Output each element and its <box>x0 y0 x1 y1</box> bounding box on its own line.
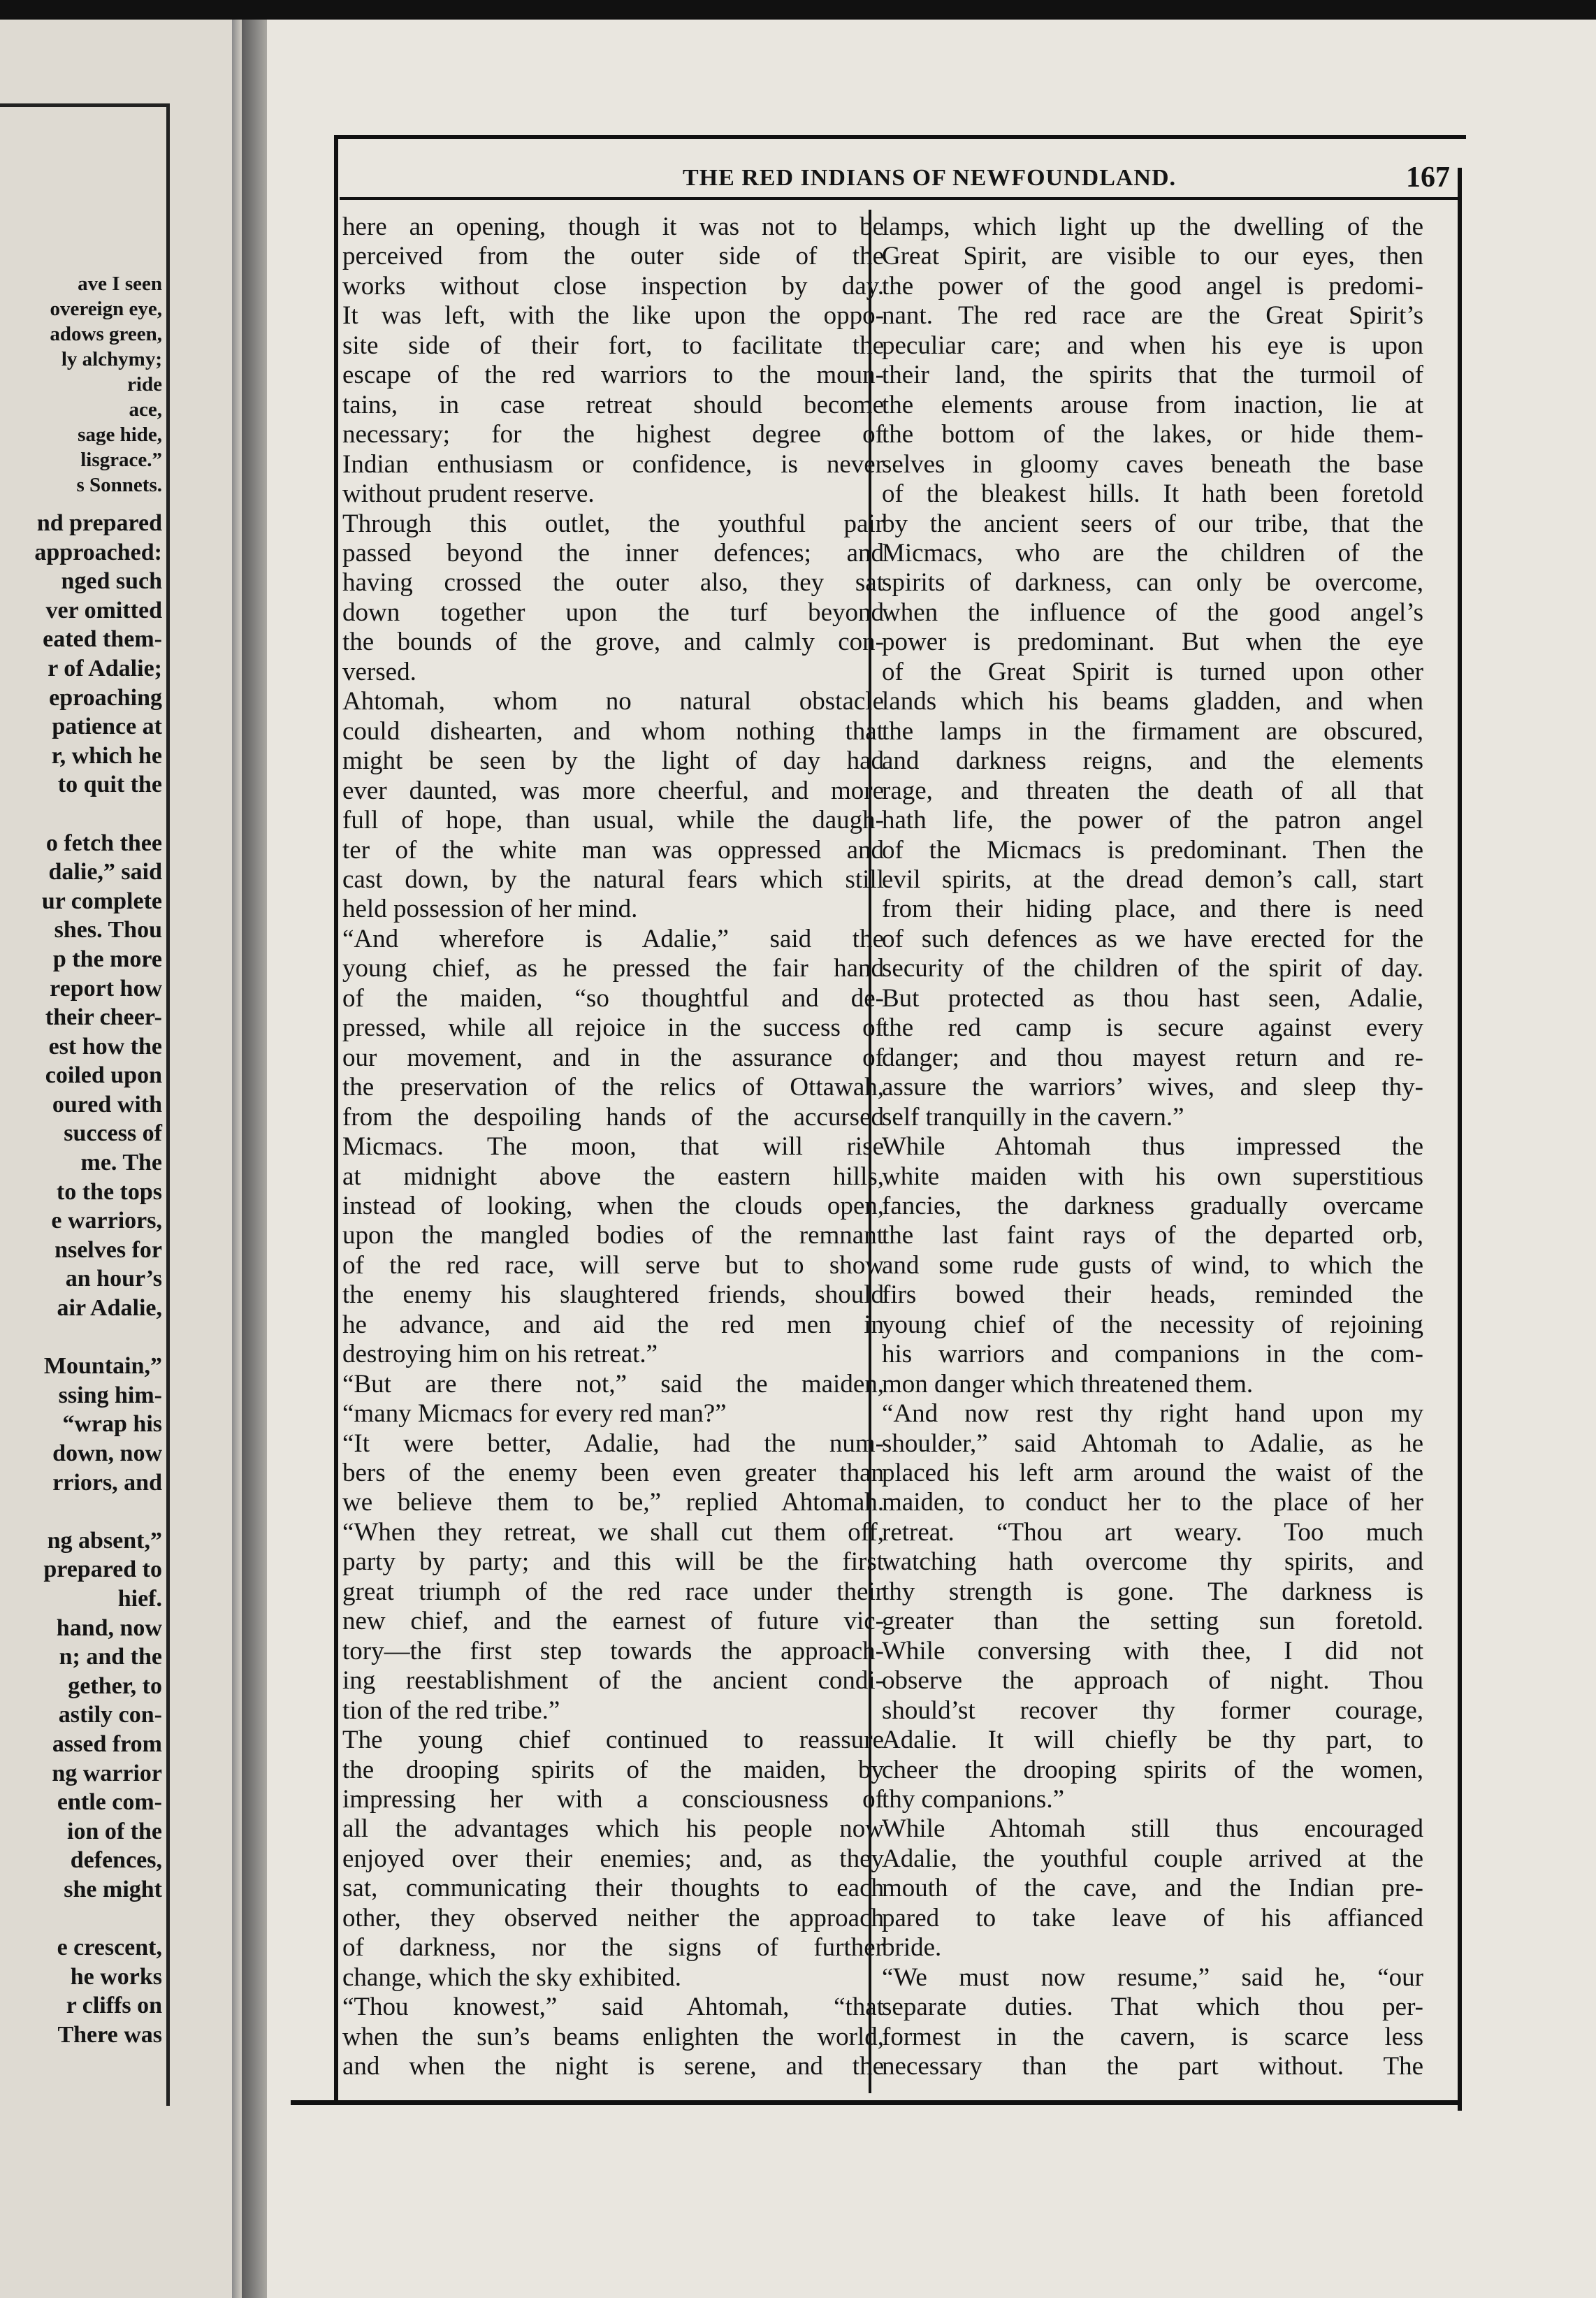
fragment-line: ride <box>127 373 162 396</box>
text-line: placed his left arm around the waist of the <box>882 1459 1423 1488</box>
fragment-line <box>0 1323 162 1352</box>
text-line: the drooping spirits of the maiden, by <box>342 1755 884 1784</box>
text-line: of the bleakest hills. It hath been foretold <box>882 479 1423 509</box>
text-line: It was left, with the like upon the oppo- <box>342 301 884 331</box>
fragment-line: There was <box>57 2021 162 2048</box>
text-line: new chief, and the earnest of future vic- <box>342 1607 884 1636</box>
text-line: when the influence of the good angel’s <box>882 598 1423 627</box>
fragment-line: defences, <box>70 1847 162 1874</box>
fragment-line <box>0 800 162 829</box>
facing-page <box>0 20 242 2298</box>
text-line: spirits of darkness, can only be overcome, <box>882 568 1423 598</box>
fragment-line: to the tops <box>56 1178 162 1205</box>
text-line: “And wherefore is Adalie,” said the <box>342 924 884 953</box>
text-line: held possession of her mind. <box>342 895 638 924</box>
fragment-line: s Sonnets. <box>76 474 162 496</box>
text-line: and when the night is serene, and the <box>342 2052 884 2081</box>
text-line: “And now rest thy right hand upon my <box>882 1399 1423 1429</box>
text-line: their land, the spirits that the turmoil of <box>882 361 1423 390</box>
page-frame-right <box>1458 168 1462 2111</box>
text-line: without prudent reserve. <box>342 479 595 509</box>
text-line: other, they observed neither the approach <box>342 1903 884 1932</box>
text-line: “many Micmacs for every red man?” <box>342 1399 727 1429</box>
facing-page-fragments <box>0 509 162 2049</box>
fragment-line <box>0 1497 162 1526</box>
text-line: “But are there not,” said the maiden, <box>342 1369 884 1399</box>
fragment-line: nged such <box>61 568 162 595</box>
text-line: bers of the enemy been even greater than <box>342 1459 884 1488</box>
fragment-line: down, now <box>52 1440 162 1466</box>
text-line: peculiar care; and when his eye is upon <box>882 331 1423 360</box>
text-line: fancies, the darkness gradually overcame <box>882 1191 1423 1220</box>
text-line: formest in the cavern, is scarce less <box>882 2022 1423 2051</box>
text-line: works without close inspection by day. <box>342 271 884 301</box>
text-line: rage, and threaten the death of all that <box>882 776 1423 805</box>
text-line: the red camp is secure against every <box>882 1013 1423 1043</box>
text-line: mouth of the cave, and the Indian pre- <box>882 1874 1423 1903</box>
fragment-line: ver omitted <box>45 597 162 623</box>
fragment-line: overeign eye, <box>50 298 162 320</box>
text-line: pressed, while all rejoice in the success of <box>342 1013 884 1043</box>
text-line: having crossed the outer also, they sat <box>342 568 884 598</box>
text-line: Adalie. It will chiefly be thy part, to <box>882 1726 1423 1755</box>
text-line: sat, communicating their thoughts to each <box>342 1874 884 1903</box>
fragment-line: he works <box>70 1963 162 1990</box>
fragment-line: eated them- <box>43 626 162 653</box>
text-line: enjoyed over their enemies; and, as they <box>342 1844 884 1873</box>
fragment-line <box>0 1905 162 1934</box>
fragment-line: gether, to <box>68 1672 162 1699</box>
text-line: his warriors and companions in the com- <box>882 1340 1423 1369</box>
text-line: Micmacs. The moon, that will rise <box>342 1132 884 1162</box>
fragment-line: ng warrior <box>52 1760 162 1786</box>
running-head: THE RED INDIANS OF NEWFOUNDLAND. <box>682 165 1177 191</box>
text-line: necessary; for the highest degree of <box>342 420 884 449</box>
text-line: tion of the red tribe.” <box>342 1696 560 1725</box>
fragment-line: report how <box>50 975 162 1002</box>
text-line: tory—the first step towards the approach- <box>342 1636 884 1665</box>
fragment-line: to quit the <box>57 772 162 798</box>
text-line: of the red race, will serve but to show <box>342 1250 884 1280</box>
text-line: “It were better, Adalie, had the num- <box>342 1429 884 1458</box>
facing-page-fragments-top <box>0 271 162 498</box>
page-frame-top <box>334 135 1466 139</box>
text-line: impressing her with a consciousness of <box>342 1785 884 1814</box>
fragment-line: shes. Thou <box>54 917 162 944</box>
text-line: Adalie, the youthful couple arrived at the <box>882 1844 1423 1873</box>
text-line: “When they retreat, we shall cut them off, <box>342 1517 884 1547</box>
text-line: at midnight above the eastern hills, <box>342 1162 884 1191</box>
fragment-line: eproaching <box>49 684 162 711</box>
page-frame-bottom <box>291 2100 1462 2105</box>
fragment-line: hief. <box>117 1585 162 1612</box>
fragment-line: success of <box>64 1120 162 1147</box>
text-line: pared to take leave of his affianced <box>882 1903 1423 1932</box>
text-line: ter of the white man was oppressed and <box>342 835 884 865</box>
text-line: our movement, and in the assurance of <box>342 1043 884 1072</box>
text-line: the lamps in the firmament are obscured, <box>882 716 1423 746</box>
fragment-line: ion of the <box>67 1818 162 1844</box>
fragment-line: assed from <box>52 1730 162 1757</box>
text-line: here an opening, though it was not to be <box>342 212 884 241</box>
fragment-line: r of Adalie; <box>48 655 162 681</box>
fragment-line: lisgrace.” <box>80 449 162 471</box>
text-line: observe the approach of night. Thou <box>882 1666 1423 1696</box>
fragment-line: their cheer- <box>45 1004 162 1031</box>
facing-page-edge <box>232 20 242 2298</box>
fragment-line: nselves for <box>55 1236 162 1263</box>
text-line: full of hope, than usual, while the daugh- <box>342 806 884 835</box>
text-line: thy companions.” <box>882 1785 1065 1814</box>
page-frame-left <box>334 135 338 2100</box>
text-line: the preservation of the relics of Ottawah, <box>342 1073 884 1102</box>
text-line: party by party; and this will be the first <box>342 1547 884 1577</box>
text-line: and some rude gusts of wind, to which the <box>882 1250 1423 1280</box>
fragment-line: me. The <box>80 1150 162 1176</box>
text-line: perceived from the outer side of the <box>342 242 884 271</box>
text-line: white maiden with his own superstitious <box>882 1162 1423 1191</box>
fragment-line: prepared to <box>43 1556 162 1583</box>
text-line: necessary than the part without. The <box>882 2052 1423 2081</box>
header-rule <box>340 197 1458 200</box>
text-line: down together upon the turf beyond <box>342 598 884 627</box>
text-line: from their hiding place, and there is need <box>882 895 1423 924</box>
fragment-line: n; and the <box>59 1644 162 1670</box>
fragment-line: air Adalie, <box>57 1295 162 1322</box>
text-line: self tranquilly in the cavern.” <box>882 1102 1184 1132</box>
text-line: young chief of the necessity of rejoining <box>882 1310 1423 1339</box>
text-line: “We must now resume,” said he, “our <box>882 1963 1423 1992</box>
text-line: ing reestablishment of the ancient condi- <box>342 1666 884 1696</box>
fragment-line: ng absent,” <box>47 1527 162 1554</box>
text-line: firs bowed their heads, reminded the <box>882 1280 1423 1310</box>
text-line: the elements arouse from inaction, lie at <box>882 390 1423 419</box>
text-line: greater than the setting sun foretold. <box>882 1607 1423 1636</box>
text-line: passed beyond the inner defences; and <box>342 538 884 568</box>
fragment-line: she might <box>64 1876 162 1902</box>
fragment-line: ace, <box>129 398 162 421</box>
text-line: Micmacs, who are the children of the <box>882 538 1423 568</box>
fragment-line: o fetch thee <box>45 830 162 856</box>
text-line: the last faint rays of the departed orb, <box>882 1221 1423 1250</box>
text-line: great triumph of the red race under their <box>342 1577 884 1606</box>
fragment-line: nd prepared <box>36 510 162 536</box>
text-line: power is predominant. But when the eye <box>882 628 1423 657</box>
text-line: and darkness reigns, and the elements <box>882 746 1423 776</box>
fragment-line: “wrap his <box>62 1411 162 1438</box>
fragment-line: approached: <box>34 539 162 565</box>
fragment-line: an hour’s <box>65 1266 162 1292</box>
text-line: assure the warriors’ wives, and sleep thy- <box>882 1073 1423 1102</box>
fragment-line: rriors, and <box>52 1469 162 1496</box>
text-line: could dishearten, and whom nothing that <box>342 716 884 746</box>
text-line: “Thou knowest,” said Ahtomah, “that <box>342 1993 884 2022</box>
text-line: While Ahtomah still thus encouraged <box>882 1814 1423 1844</box>
text-column-left <box>342 212 884 2086</box>
text-line: But protected as thou hast seen, Adalie, <box>882 983 1423 1013</box>
text-line: Through this outlet, the youthful pair <box>342 509 884 538</box>
text-line: danger; and thou mayest return and re- <box>882 1043 1423 1072</box>
fragment-line: e warriors, <box>51 1208 162 1234</box>
fragment-line: coiled upon <box>45 1062 162 1089</box>
fragment-line: ave I seen <box>78 273 162 295</box>
fragment-line: adows green, <box>50 323 162 345</box>
fragment-line: oured with <box>52 1091 162 1118</box>
fragment-line: sage hide, <box>78 424 162 446</box>
text-column-right <box>882 212 1423 2086</box>
text-line: instead of looking, when the clouds open, <box>342 1191 884 1220</box>
fragment-line: e crescent, <box>57 1935 162 1961</box>
text-line: versed. <box>342 657 416 686</box>
text-line: the bounds of the grove, and calmly con- <box>342 628 884 657</box>
fragment-line: Mountain,” <box>43 1353 162 1380</box>
text-line: from the despoiling hands of the accursed <box>342 1102 884 1132</box>
text-line: hath life, the power of the patron angel <box>882 806 1423 835</box>
fragment-line: patience at <box>52 714 162 740</box>
text-line: ever daunted, was more cheerful, and more <box>342 776 884 805</box>
text-line: cheer the drooping spirits of the women, <box>882 1755 1423 1784</box>
fragment-line: ssing him- <box>58 1382 162 1408</box>
text-line: of the Micmacs is predominant. Then the <box>882 835 1423 865</box>
text-line: Great Spirit, are visible to our eyes, then <box>882 242 1423 271</box>
fragment-line: ly alchymy; <box>61 348 162 370</box>
text-line: watching hath overcome thy spirits, and <box>882 1547 1423 1577</box>
text-line: when the sun’s beams enlighten the world, <box>342 2022 884 2051</box>
text-line: of the maiden, “so thoughtful and de- <box>342 983 884 1013</box>
text-line: retreat. “Thou art weary. Too much <box>882 1517 1423 1547</box>
text-line: site side of their fort, to facilitate the <box>342 331 884 360</box>
text-line: young chief, as he pressed the fair hand <box>342 954 884 983</box>
fragment-line: hand, now <box>56 1614 162 1641</box>
fragment-line: p the more <box>52 946 162 972</box>
text-line: selves in gloomy caves beneath the base <box>882 449 1423 479</box>
text-line: destroying him on his retreat.” <box>342 1340 658 1369</box>
text-line: of the Great Spirit is turned upon other <box>882 657 1423 686</box>
text-line: nant. The red race are the Great Spirit’s <box>882 301 1423 331</box>
text-line: maiden, to conduct her to the place of her <box>882 1488 1423 1517</box>
book-gutter <box>242 20 267 2298</box>
text-line: separate duties. That which thou per- <box>882 1993 1423 2022</box>
text-line: evil spirits, at the dread demon’s call, start <box>882 865 1423 894</box>
text-line: of darkness, nor the signs of further <box>342 1933 884 1963</box>
text-line: lamps, which light up the dwelling of the <box>882 212 1423 241</box>
text-line: While Ahtomah thus impressed the <box>882 1132 1423 1162</box>
text-line: The young chief continued to reassure <box>342 1726 884 1755</box>
text-line: mon danger which threatened them. <box>882 1369 1254 1399</box>
text-line: security of the children of the spirit of day. <box>882 954 1423 983</box>
text-line: thy strength is gone. The darkness is <box>882 1577 1423 1606</box>
text-line: the enemy his slaughtered friends, should <box>342 1280 884 1310</box>
fragment-line: ur complete <box>41 888 162 914</box>
text-line: should’st recover thy former courage, <box>882 1696 1423 1725</box>
text-line: all the advantages which his people now <box>342 1814 884 1844</box>
fragment-line: r cliffs on <box>66 1993 162 2019</box>
fragment-line: r, which he <box>51 742 162 769</box>
text-line: bride. <box>882 1933 942 1963</box>
fragment-line: astily con- <box>58 1702 162 1728</box>
text-line: he advance, and aid the red men in <box>342 1310 884 1339</box>
text-line: the power of the good angel is predomi- <box>882 271 1423 301</box>
fragment-line: dalie,” said <box>48 859 162 886</box>
text-line: the bottom of the lakes, or hide them- <box>882 420 1423 449</box>
text-line: change, which the sky exhibited. <box>342 1963 681 1992</box>
text-line: upon the mangled bodies of the remnant <box>342 1221 884 1250</box>
text-line: escape of the red warriors to the moun- <box>342 361 884 390</box>
text-line: of such defences as we have erected for the <box>882 924 1423 953</box>
text-line: we believe them to be,” replied Ahtomah. <box>342 1488 884 1517</box>
text-line: shoulder,” said Ahtomah to Adalie, as he <box>882 1429 1423 1458</box>
text-line: by the ancient seers of our tribe, that the <box>882 509 1423 538</box>
fragment-line: entle com- <box>57 1789 162 1816</box>
text-line: tains, in case retreat should become <box>342 390 884 419</box>
text-line: lands which his beams gladden, and when <box>882 687 1423 716</box>
page-number: 167 <box>1406 161 1450 194</box>
text-line: Ahtomah, whom no natural obstacle <box>342 687 884 716</box>
text-line: While conversing with thee, I did not <box>882 1636 1423 1665</box>
fragment-line: est how the <box>48 1033 162 1060</box>
text-line: might be seen by the light of day had <box>342 746 884 776</box>
text-line: cast down, by the natural fears which still <box>342 865 884 894</box>
text-line: Indian enthusiasm or confidence, is never <box>342 449 884 479</box>
